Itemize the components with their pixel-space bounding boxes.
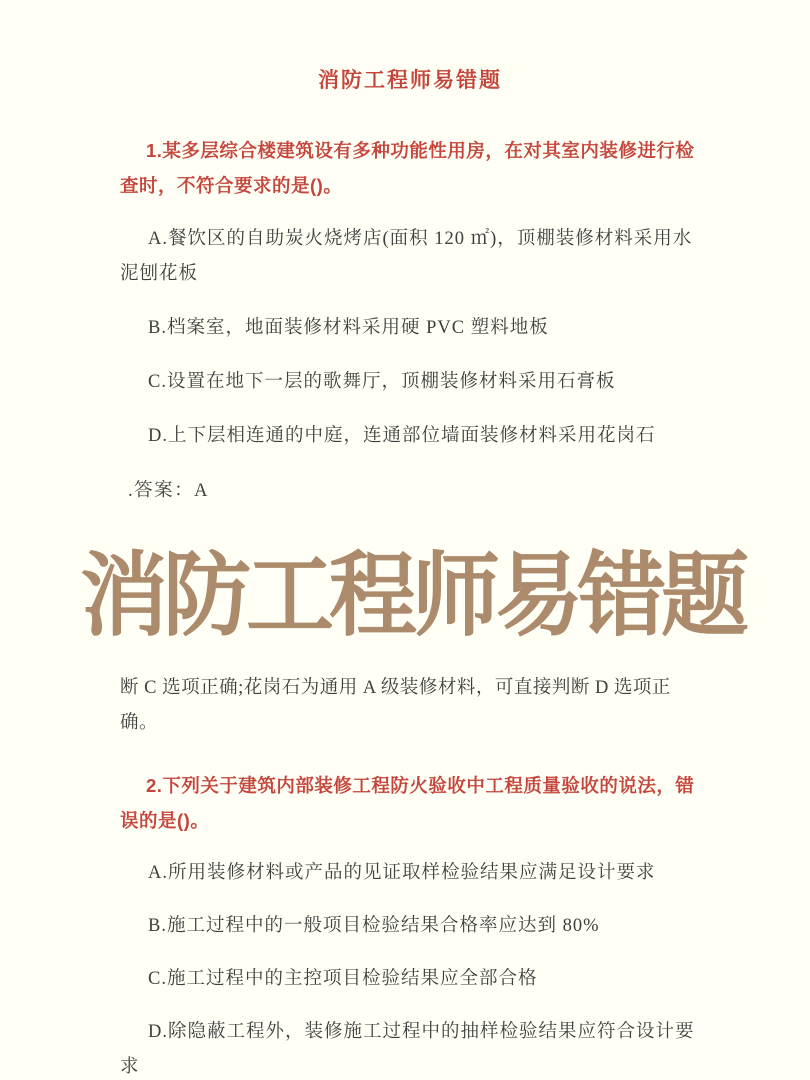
question-2	[120, 768, 700, 1080]
question-2-option-d: D.除隐蔽工程外，装修施工过程中的抽样检验结果应符合设计要求	[120, 1022, 695, 1077]
question-2-option-c: C.施工过程中的主控项目检验结果应全部合格	[148, 969, 538, 989]
question-2-stem: 2.下列关于建筑内部装修工程防火验收中工程质量验收的说法，错误的是()。	[120, 775, 695, 831]
question-1-option-c: C.设置在地下一层的歌舞厅，顶棚装修材料采用石膏板	[148, 372, 616, 392]
question-1-stem: 1.某多层综合楼建筑设有多种功能性用房，在对其室内装修进行检查时，不符合要求的是()。	[120, 140, 695, 196]
watermark-title: 消防工程师易错题	[80, 540, 745, 650]
analysis-fragment: 断 C 选项正确;花岗石为通用 A 级装修材料，可直接判断 D 选项正确。	[120, 678, 671, 733]
question-1-answer: .答案：A	[128, 481, 209, 501]
question-1	[120, 133, 700, 509]
question-1-option-a: A.餐饮区的自助炭火烧烤店(面积 120 ㎡)，顶棚装修材料采用水泥刨花板	[120, 229, 693, 284]
question-2-option-a: A.所用装修材料或产品的见证取样检验结果应满足设计要求	[148, 863, 656, 883]
page-title: 消防工程师易错题	[318, 69, 502, 92]
question-1-option-d: D.上下层相连通的中庭，连通部位墙面装修材料采用花岗石	[148, 426, 656, 446]
question-1-option-b: B.档案室，地面装修材料采用硬 PVC 塑料地板	[148, 318, 549, 338]
question-2-option-b: B.施工过程中的一般项目检验结果合格率应达到 80%	[148, 916, 600, 936]
